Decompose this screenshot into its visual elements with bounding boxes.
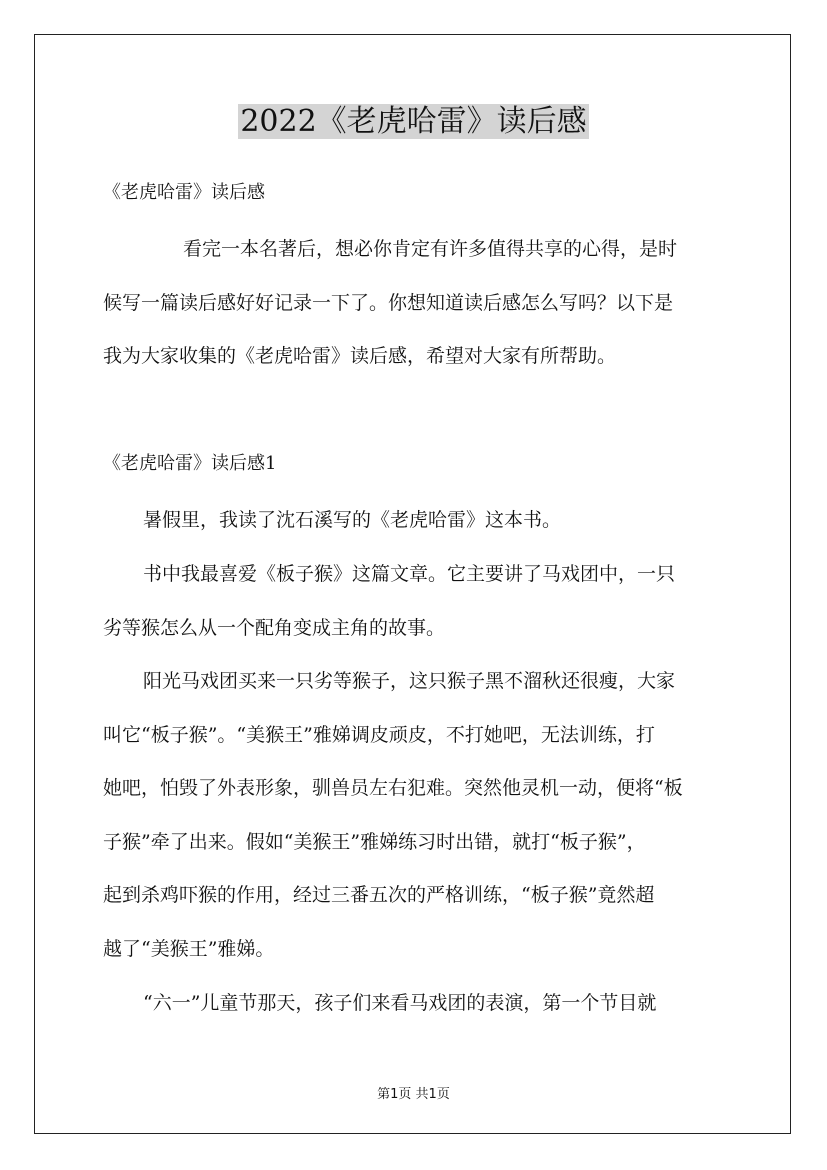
paragraph-line: 阳光马戏团买来一只劣等猴子，这只猴子黑不溜秋还很瘦，大家 [143, 670, 676, 692]
document-title-text: 2022《老虎哈雷》读后感 [240, 104, 587, 139]
paragraph-line: 看完一本名著后，想必你肯定有许多值得共享的心得，是时 [183, 238, 678, 260]
paragraph-line: 劣等猴怎么从一个配角变成主角的故事。 [103, 617, 446, 639]
paragraph-line: 暑假里，我读了沈石溪写的《老虎哈雷》这本书。 [143, 509, 562, 531]
paragraph-line: 叫它“板子猴”。“美猴王”雅娣调皮顽皮，不打她吧，无法训练，打 [103, 724, 655, 746]
page-number: 第1页 共1页 [377, 1087, 450, 1102]
paragraph-line: 起到杀鸡吓猴的作用，经过三番五次的严格训练，“板子猴”竟然超 [103, 884, 655, 906]
paragraph-line: 越了“美猴王”雅娣。 [103, 938, 275, 960]
paragraph-line: 我为大家收集的《老虎哈雷》读后感，希望对大家有所帮助。 [103, 345, 617, 367]
section-heading: 《老虎哈雷》读后感1 [103, 453, 277, 474]
paragraph-line: 她吧，怕毁了外表形象，驯兽员左右犯难。突然他灵机一动，便将“板 [103, 777, 683, 799]
paragraph-line: “六一”儿童节那天，孩子们来看马戏团的表演，第一个节目就 [143, 992, 657, 1014]
document-title [0, 102, 827, 142]
paragraph-line: 候写一篇读后感好好记录一下了。你想知道读后感怎么写吗？以下是 [103, 292, 674, 314]
paragraph-line: 子猴”牵了出来。假如“美猴王”雅娣练习时出错，就打“板子猴”， [103, 831, 646, 853]
intro-heading: 《老虎哈雷》读后感 [103, 182, 265, 203]
paragraph-line: 书中我最喜爱《板子猴》这篇文章。它主要讲了马戏团中，一只 [143, 563, 676, 585]
